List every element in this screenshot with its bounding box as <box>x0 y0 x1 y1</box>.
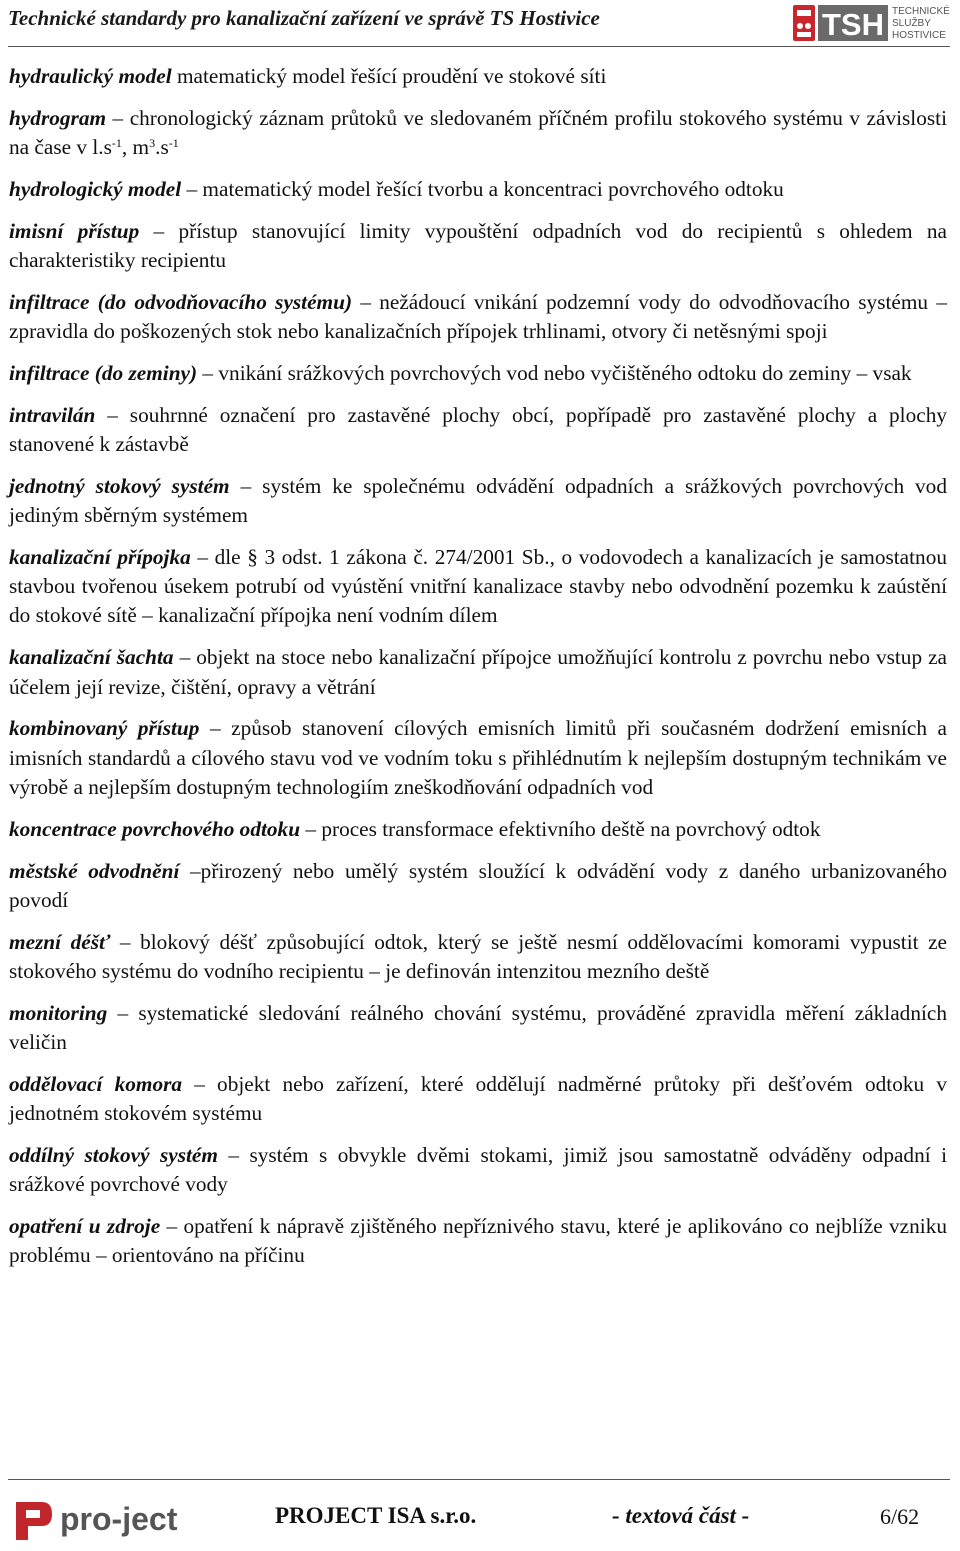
glossary-entry: kanalizační šachta – objekt na stoce nebo kanalizační přípojce umožňující kontrolu z povrchu nebo vstup za účelem její revize, čištění, opravy a větrání <box>9 645 947 699</box>
glossary-entry: opatření u zdroje – opatření k nápravě zjištěného nepříznivého stavu, které je aplikováno co nejblíže vzniku problému – orientováno na příčinu <box>9 1214 947 1268</box>
glossary-entry: kanalizační přípojka – dle § 3 odst. 1 zákona č. 274/2001 Sb., o vodovodech a kanalizacích je samostatnou stavbou tvořenou úsekem potrubí od vyústění vnitřní kanalizace stavby nebo odvodnění pozemku k zaústění do stokové sítě – kanalizační přípojka není vodním dílem <box>9 544 947 628</box>
glossary-content <box>9 62 947 1283</box>
glossary-entry: imisní přístup – přístup stanovující limity vypouštění odpadních vod do recipientů s ohledem na charakteristiky recipientu <box>9 218 947 272</box>
project-logo-text: pro-ject <box>60 1501 178 1537</box>
glossary-entry: hydrogram – chronologický záznam průtoků ve sledovaném příčném profilu stokového systému v závislosti na čase v $l.s^{-1}$, $m^3.s^{-1}$ <box>9 105 947 160</box>
svg-text:HOSTIVICE: HOSTIVICE <box>892 30 946 41</box>
glossary-entry: infiltrace (do zeminy) – vnikání srážkových povrchových vod nebo vyčištěného odtoku do zeminy – vsak <box>9 360 912 385</box>
page-footer <box>0 1480 960 1551</box>
glossary-entry: oddělovací komora – objekt nebo zařízení, které oddělují nadměrné průtoky při dešťovém odtoku v jednotném stokovém systému <box>9 1071 947 1126</box>
footer-company: PROJECT ISA s.r.o. <box>275 1503 477 1528</box>
tsh-logo-text: TSH <box>822 7 884 42</box>
tsh-logo <box>792 2 950 44</box>
footer-section: - textová část - <box>612 1503 750 1528</box>
glossary-entry: kombinovaný přístup – způsob stanovení cílových emisních limitů při současném dodržení emisních a imisních standardů a cílového stavu vod ve vodním toku s přihlédnutím k nejlepším dostupným technikám ve výrobě a nejlepším dostupným technologiím zneškodňování odpadních vod <box>9 716 947 799</box>
glossary-entry: koncentrace povrchového odtoku – proces transformace efektivního deště na povrchový odtok <box>9 816 821 841</box>
glossary-entry: intravilán – souhrnné označení pro zastavěné plochy obcí, popřípadě pro zastavěné plochy a plochy stanovené k zástavbě <box>9 402 947 456</box>
glossary-entry: mezní déšť – blokový déšť způsobující odtok, který se ještě nesmí oddělovacími komorami vypustit ze stokového systému do vodního recipientu – je definován intenzitou mezního deště <box>9 929 947 983</box>
header-title: Technické standardy pro kanalizační zařízení ve správě TS Hostivice <box>8 6 600 30</box>
svg-text:SLUŽBY: SLUŽBY <box>892 18 931 29</box>
glossary-entry: jednotný stokový systém – systém ke společnému odvádění odpadních a srážkových povrchových vod jediným sběrným systémem <box>9 473 947 528</box>
glossary-entry: hydraulický model matematický model řešící proudění ve stokové síti <box>9 64 607 88</box>
glossary-entry: městské odvodnění –přirozený nebo umělý systém sloužící k odvádění vody z daného urbanizovaného povodí <box>9 858 948 912</box>
page-number: 6/62 <box>880 1504 920 1529</box>
glossary-entry: monitoring – systematické sledování reálného chování systému, prováděné zpravidla měření základních veličin <box>9 1000 947 1055</box>
svg-text:TECHNICKÉ: TECHNICKÉ <box>892 6 950 17</box>
project-logo-icon <box>16 1502 52 1540</box>
page-header <box>8 0 950 47</box>
project-logo <box>12 1498 240 1544</box>
glossary-entry: oddílný stokový systém – systém s obvykle dvěmi stokami, jimiž jsou samostatně odváděny odpadní i srážkové povrchové vody <box>9 1142 947 1197</box>
glossary-entry: hydrologický model – matematický model řešící tvorbu a koncentraci povrchového odtoku <box>9 176 784 201</box>
glossary-entry: infiltrace (do odvodňovacího systému) – nežádoucí vnikání podzemní vody do odvodňovacího systému – zpravidla do poškozených stok nebo kanalizačních přípojek trhlinami, otvory či netěsnými spoji <box>9 289 947 344</box>
